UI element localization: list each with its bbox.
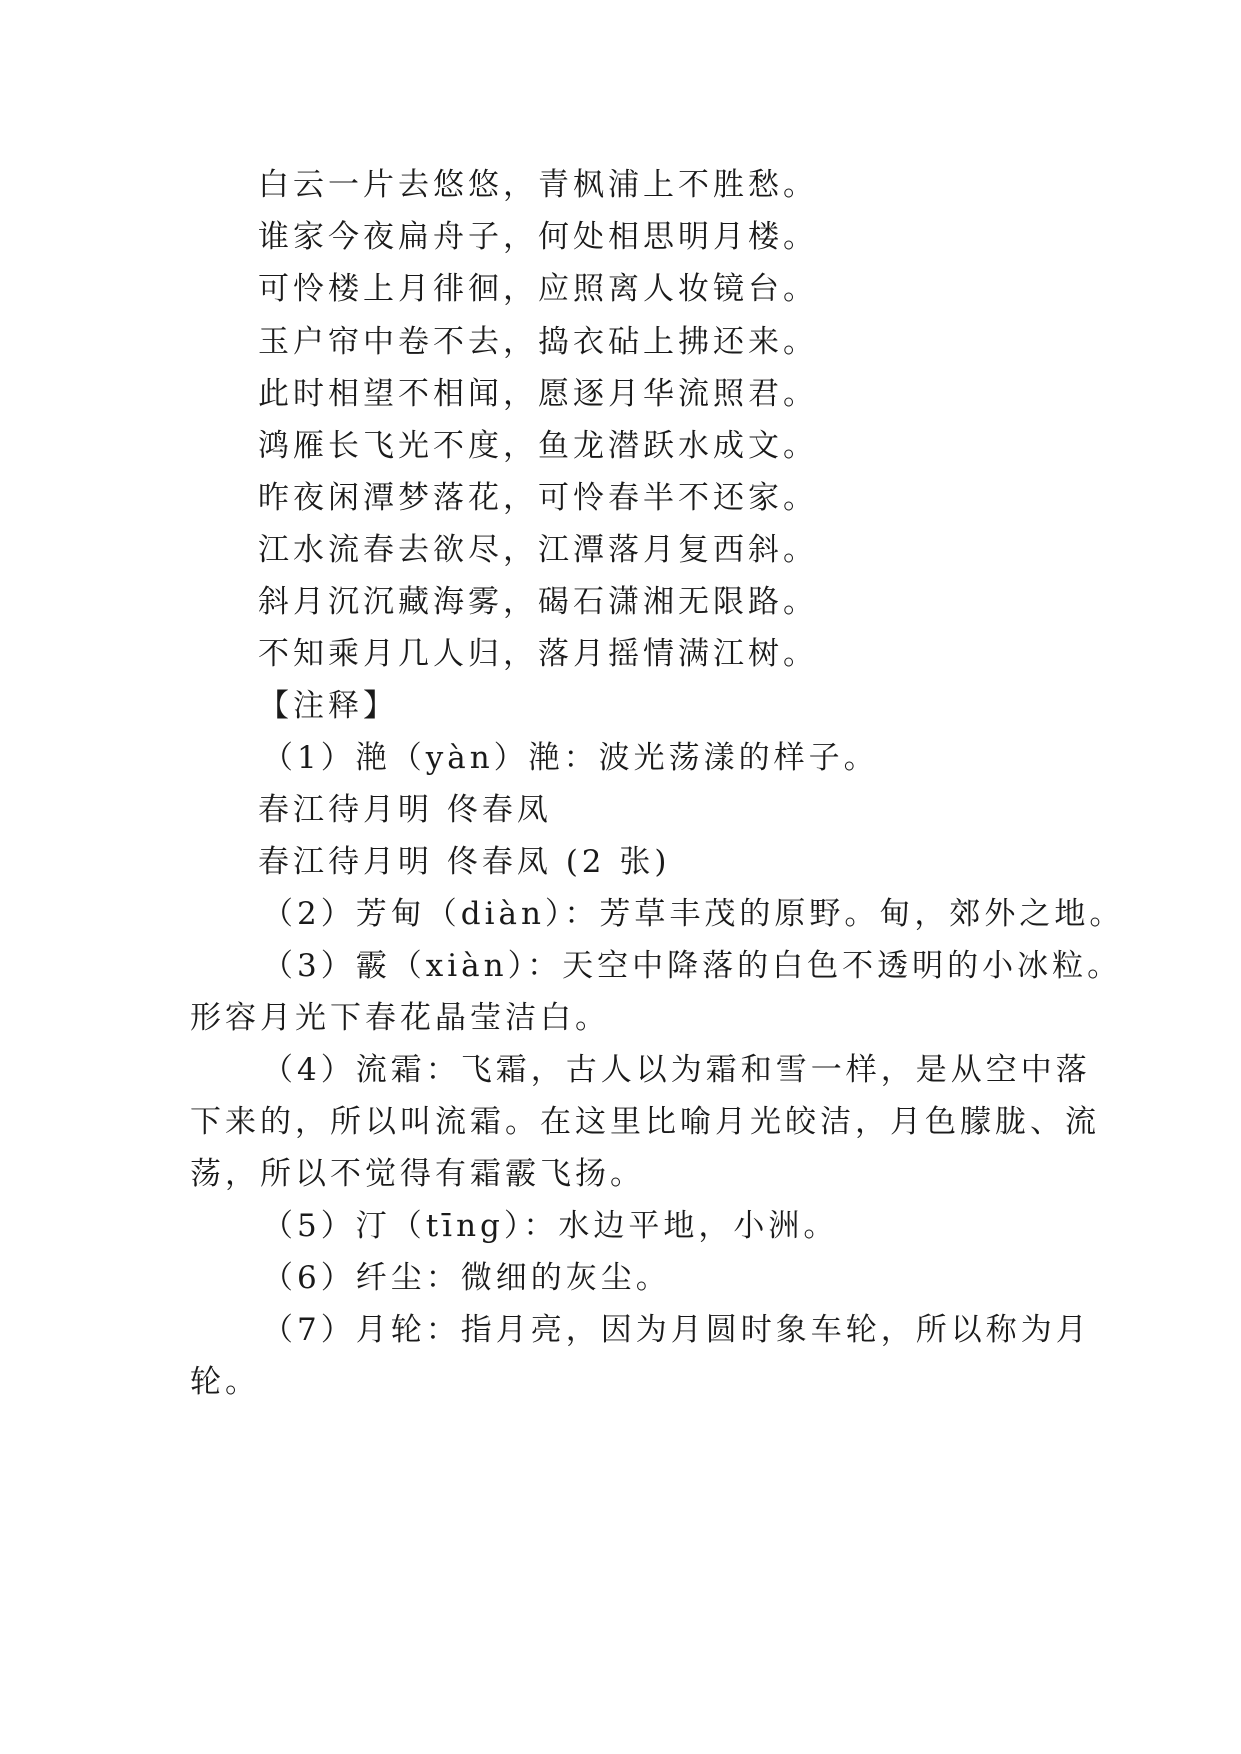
note-2: （2）芳甸（diàn）：芳草丰茂的原野。甸，郊外之地。 (262, 896, 1125, 932)
note-7: （7）月轮：指月亮，因为月圆时象车轮，所以称为月 (262, 1312, 1091, 1348)
note-7-continued: 轮。 (190, 1364, 260, 1400)
note-1: （1）滟（yàn）滟：波光荡漾的样子。 (262, 740, 879, 776)
note-6: （6）纤尘：微细的灰尘。 (262, 1260, 671, 1296)
note-4-continued: 荡，所以不觉得有霜霰飞扬。 (190, 1156, 645, 1192)
notes-heading: 【注释】 (258, 688, 398, 724)
poem-line: 不知乘月几人归，落月摇情满江树。 (258, 636, 818, 672)
note-4-continued: 下来的，所以叫流霜。在这里比喻月光皎洁，月色朦胧、流 (190, 1104, 1100, 1140)
image-caption: 春江待月明 佟春凤 (258, 792, 552, 828)
poem-line: 玉户帘中卷不去，捣衣砧上拂还来。 (258, 324, 818, 360)
poem-line: 江水流春去欲尽，江潭落月复西斜。 (258, 532, 818, 568)
poem-line: 谁家今夜扁舟子，何处相思明月楼。 (258, 219, 818, 255)
note-5: （5）汀（tīng）：水边平地，小洲。 (262, 1208, 839, 1244)
poem-line: 可怜楼上月徘徊，应照离人妆镜台。 (258, 271, 818, 307)
note-3-continued: 形容月光下春花晶莹洁白。 (190, 1000, 610, 1036)
poem-line: 昨夜闲潭梦落花，可怜春半不还家。 (258, 480, 818, 516)
image-caption: 春江待月明 佟春凤 (2 张) (258, 844, 671, 880)
poem-line: 鸿雁长飞光不度，鱼龙潜跃水成文。 (258, 428, 818, 464)
note-4: （4）流霜：飞霜，古人以为霜和雪一样，是从空中落 (262, 1052, 1091, 1088)
note-3: （3）霰（xiàn）：天空中降落的白色不透明的小冰粒。 (262, 948, 1123, 984)
poem-line: 此时相望不相闻，愿逐月华流照君。 (258, 376, 818, 412)
poem-line: 斜月沉沉藏海雾，碣石潇湘无限路。 (258, 584, 818, 620)
poem-line: 白云一片去悠悠，青枫浦上不胜愁。 (258, 167, 818, 203)
